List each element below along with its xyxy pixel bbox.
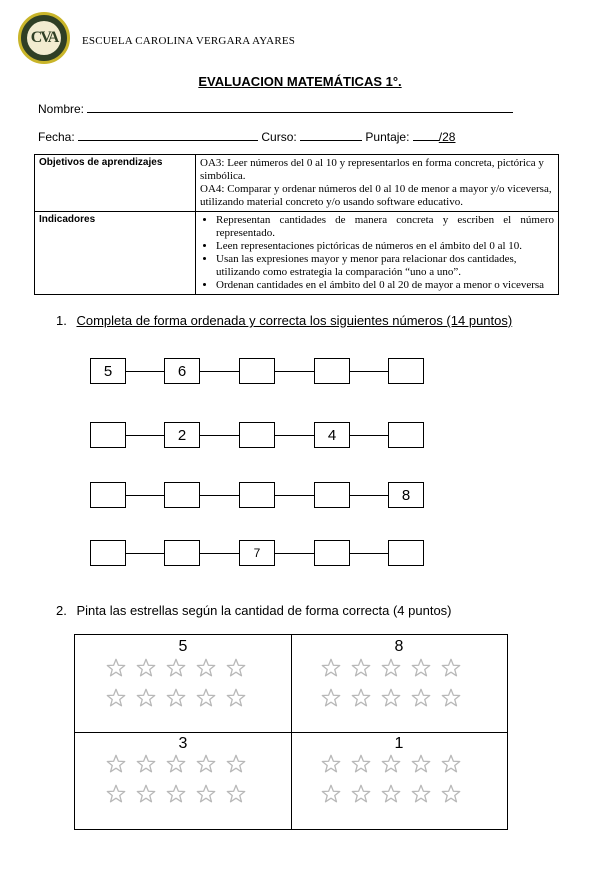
star-icon[interactable] [350, 753, 372, 775]
sequence-box[interactable] [90, 422, 126, 448]
star-icon[interactable] [320, 687, 342, 709]
sequence-box[interactable] [239, 482, 275, 508]
curso-input-line[interactable] [300, 128, 362, 141]
sequence-connector [275, 553, 314, 554]
indicator-item: • Leen representaciones pictóricas de números en el ámbito del 0 al 10. [216, 240, 554, 253]
oa3-text: OA3: Leer números del 0 al 10 y representarlos en forma concreta, pictórica y simbólica. [200, 157, 544, 182]
sequence-connector [275, 495, 314, 496]
school-name: ESCUELA CAROLINA VERGARA AYARES [82, 35, 296, 47]
objectives-text [196, 155, 559, 212]
question-2-heading [56, 603, 452, 618]
indicator-item: • Representan cantidades de manera concreta y escriben el número representado. [216, 214, 554, 240]
star-icon[interactable] [195, 753, 217, 775]
sequence-box[interactable] [388, 422, 424, 448]
question-1-number: 1. [56, 313, 67, 328]
star-icon[interactable] [320, 783, 342, 805]
star-icon[interactable] [165, 657, 187, 679]
star-icon[interactable] [350, 657, 372, 679]
star-icon[interactable] [440, 687, 462, 709]
indicators-label: Indicadores [35, 212, 196, 295]
star-icon[interactable] [225, 753, 247, 775]
star-icon[interactable] [225, 783, 247, 805]
objectives-label: Objetivos de aprendizajes [35, 155, 196, 212]
star-icon[interactable] [135, 783, 157, 805]
objectives-table [34, 154, 559, 295]
fecha-row [38, 128, 455, 144]
sequence-box[interactable] [388, 540, 424, 566]
oa4-text: OA4: Comparar y ordenar números del 0 al 10 de menor a mayor y/o viceversa, utilizando material concreto y/o usando software educativo. [200, 183, 552, 208]
star-icon[interactable] [105, 657, 127, 679]
grid-horizontal-divider [75, 732, 507, 733]
star-icon[interactable] [195, 657, 217, 679]
sequence-connector [350, 435, 388, 436]
star-icon[interactable] [410, 783, 432, 805]
sequence-box[interactable] [314, 540, 350, 566]
star-icon[interactable] [195, 687, 217, 709]
puntaje-input-line[interactable] [413, 128, 439, 141]
indicators-text [196, 212, 559, 295]
logo-monogram: CVA [27, 21, 61, 55]
star-icon[interactable] [440, 753, 462, 775]
indicator-item: • Usan las expresiones mayor y menor para relacionar dos cantidades, utilizando como estrategia la comparación “uno a uno”. [216, 253, 554, 279]
nombre-label: Nombre: [38, 102, 85, 116]
curso-label: Curso: [261, 130, 297, 144]
star-icon[interactable] [165, 783, 187, 805]
star-icon[interactable] [380, 783, 402, 805]
star-icon[interactable] [135, 753, 157, 775]
star-icon[interactable] [440, 783, 462, 805]
star-icon[interactable] [105, 753, 127, 775]
star-icon[interactable] [225, 657, 247, 679]
star-icon[interactable] [135, 687, 157, 709]
sequence-box[interactable] [164, 482, 200, 508]
sequence-connector [200, 553, 239, 554]
sequence-connector [275, 371, 314, 372]
page-title: EVALUACION MATEMÁTICAS 1°. [198, 74, 402, 89]
question-1-heading [56, 313, 512, 328]
star-icon[interactable] [105, 783, 127, 805]
sequence-connector [126, 371, 164, 372]
question-2-text: Pinta las estrellas según la cantidad de forma correcta (4 puntos) [76, 603, 452, 618]
star-icon[interactable] [440, 657, 462, 679]
sequence-connector [350, 371, 388, 372]
nombre-row [38, 100, 513, 116]
star-icon[interactable] [165, 687, 187, 709]
sequence-box[interactable] [90, 540, 126, 566]
cell-number: 1 [394, 735, 404, 752]
sequence-connector [275, 435, 314, 436]
puntaje-label: Puntaje: [365, 130, 410, 144]
star-icon[interactable] [350, 687, 372, 709]
fecha-label: Fecha: [38, 130, 75, 144]
indicator-item: • Ordenan cantidades en el ámbito del 0 al 20 de mayor a menor o viceversa [216, 279, 554, 292]
cell-number: 5 [178, 638, 188, 655]
star-icon[interactable] [320, 753, 342, 775]
sequence-box[interactable]: 2 [164, 422, 200, 448]
sequence-connector [350, 495, 388, 496]
sequence-box[interactable] [239, 422, 275, 448]
star-icon[interactable] [225, 687, 247, 709]
sequence-box[interactable] [388, 358, 424, 384]
star-icon[interactable] [410, 753, 432, 775]
sequence-box[interactable] [314, 482, 350, 508]
stars-grid [74, 634, 508, 830]
star-icon[interactable] [105, 687, 127, 709]
indicators-row [35, 212, 559, 295]
star-icon[interactable] [135, 657, 157, 679]
sequence-connector [200, 371, 239, 372]
sequence-connector [350, 553, 388, 554]
question-2-number: 2. [56, 603, 67, 618]
objectives-row [35, 155, 559, 212]
sequence-connector [200, 435, 239, 436]
star-icon[interactable] [350, 783, 372, 805]
fecha-input-line[interactable] [78, 128, 258, 141]
star-icon[interactable] [380, 657, 402, 679]
sequence-box[interactable] [90, 482, 126, 508]
sequence-box[interactable]: 6 [164, 358, 200, 384]
sequence-box[interactable]: 5 [90, 358, 126, 384]
sequence-box[interactable]: 4 [314, 422, 350, 448]
cell-number: 8 [394, 638, 404, 655]
sequence-connector [200, 495, 239, 496]
sequence-box[interactable] [239, 358, 275, 384]
sequence-box[interactable]: 7 [239, 540, 275, 566]
nombre-input-line[interactable] [87, 100, 513, 113]
question-1-text: Completa de forma ordenada y correcta los siguientes números (14 puntos) [76, 313, 513, 328]
puntaje-total: /28 [438, 130, 456, 144]
sequence-connector [126, 553, 164, 554]
star-icon[interactable] [195, 783, 217, 805]
sequence-box[interactable]: 8 [388, 482, 424, 508]
star-icon[interactable] [380, 753, 402, 775]
star-icon[interactable] [410, 657, 432, 679]
sequence-connector [126, 495, 164, 496]
indicators-list [200, 214, 554, 292]
star-icon[interactable] [380, 687, 402, 709]
star-icon[interactable] [410, 687, 432, 709]
sequence-box[interactable] [164, 540, 200, 566]
cell-number: 3 [178, 735, 188, 752]
star-icon[interactable] [320, 657, 342, 679]
sequence-connector [126, 435, 164, 436]
school-logo [18, 12, 70, 64]
sequence-box[interactable] [314, 358, 350, 384]
star-icon[interactable] [165, 753, 187, 775]
